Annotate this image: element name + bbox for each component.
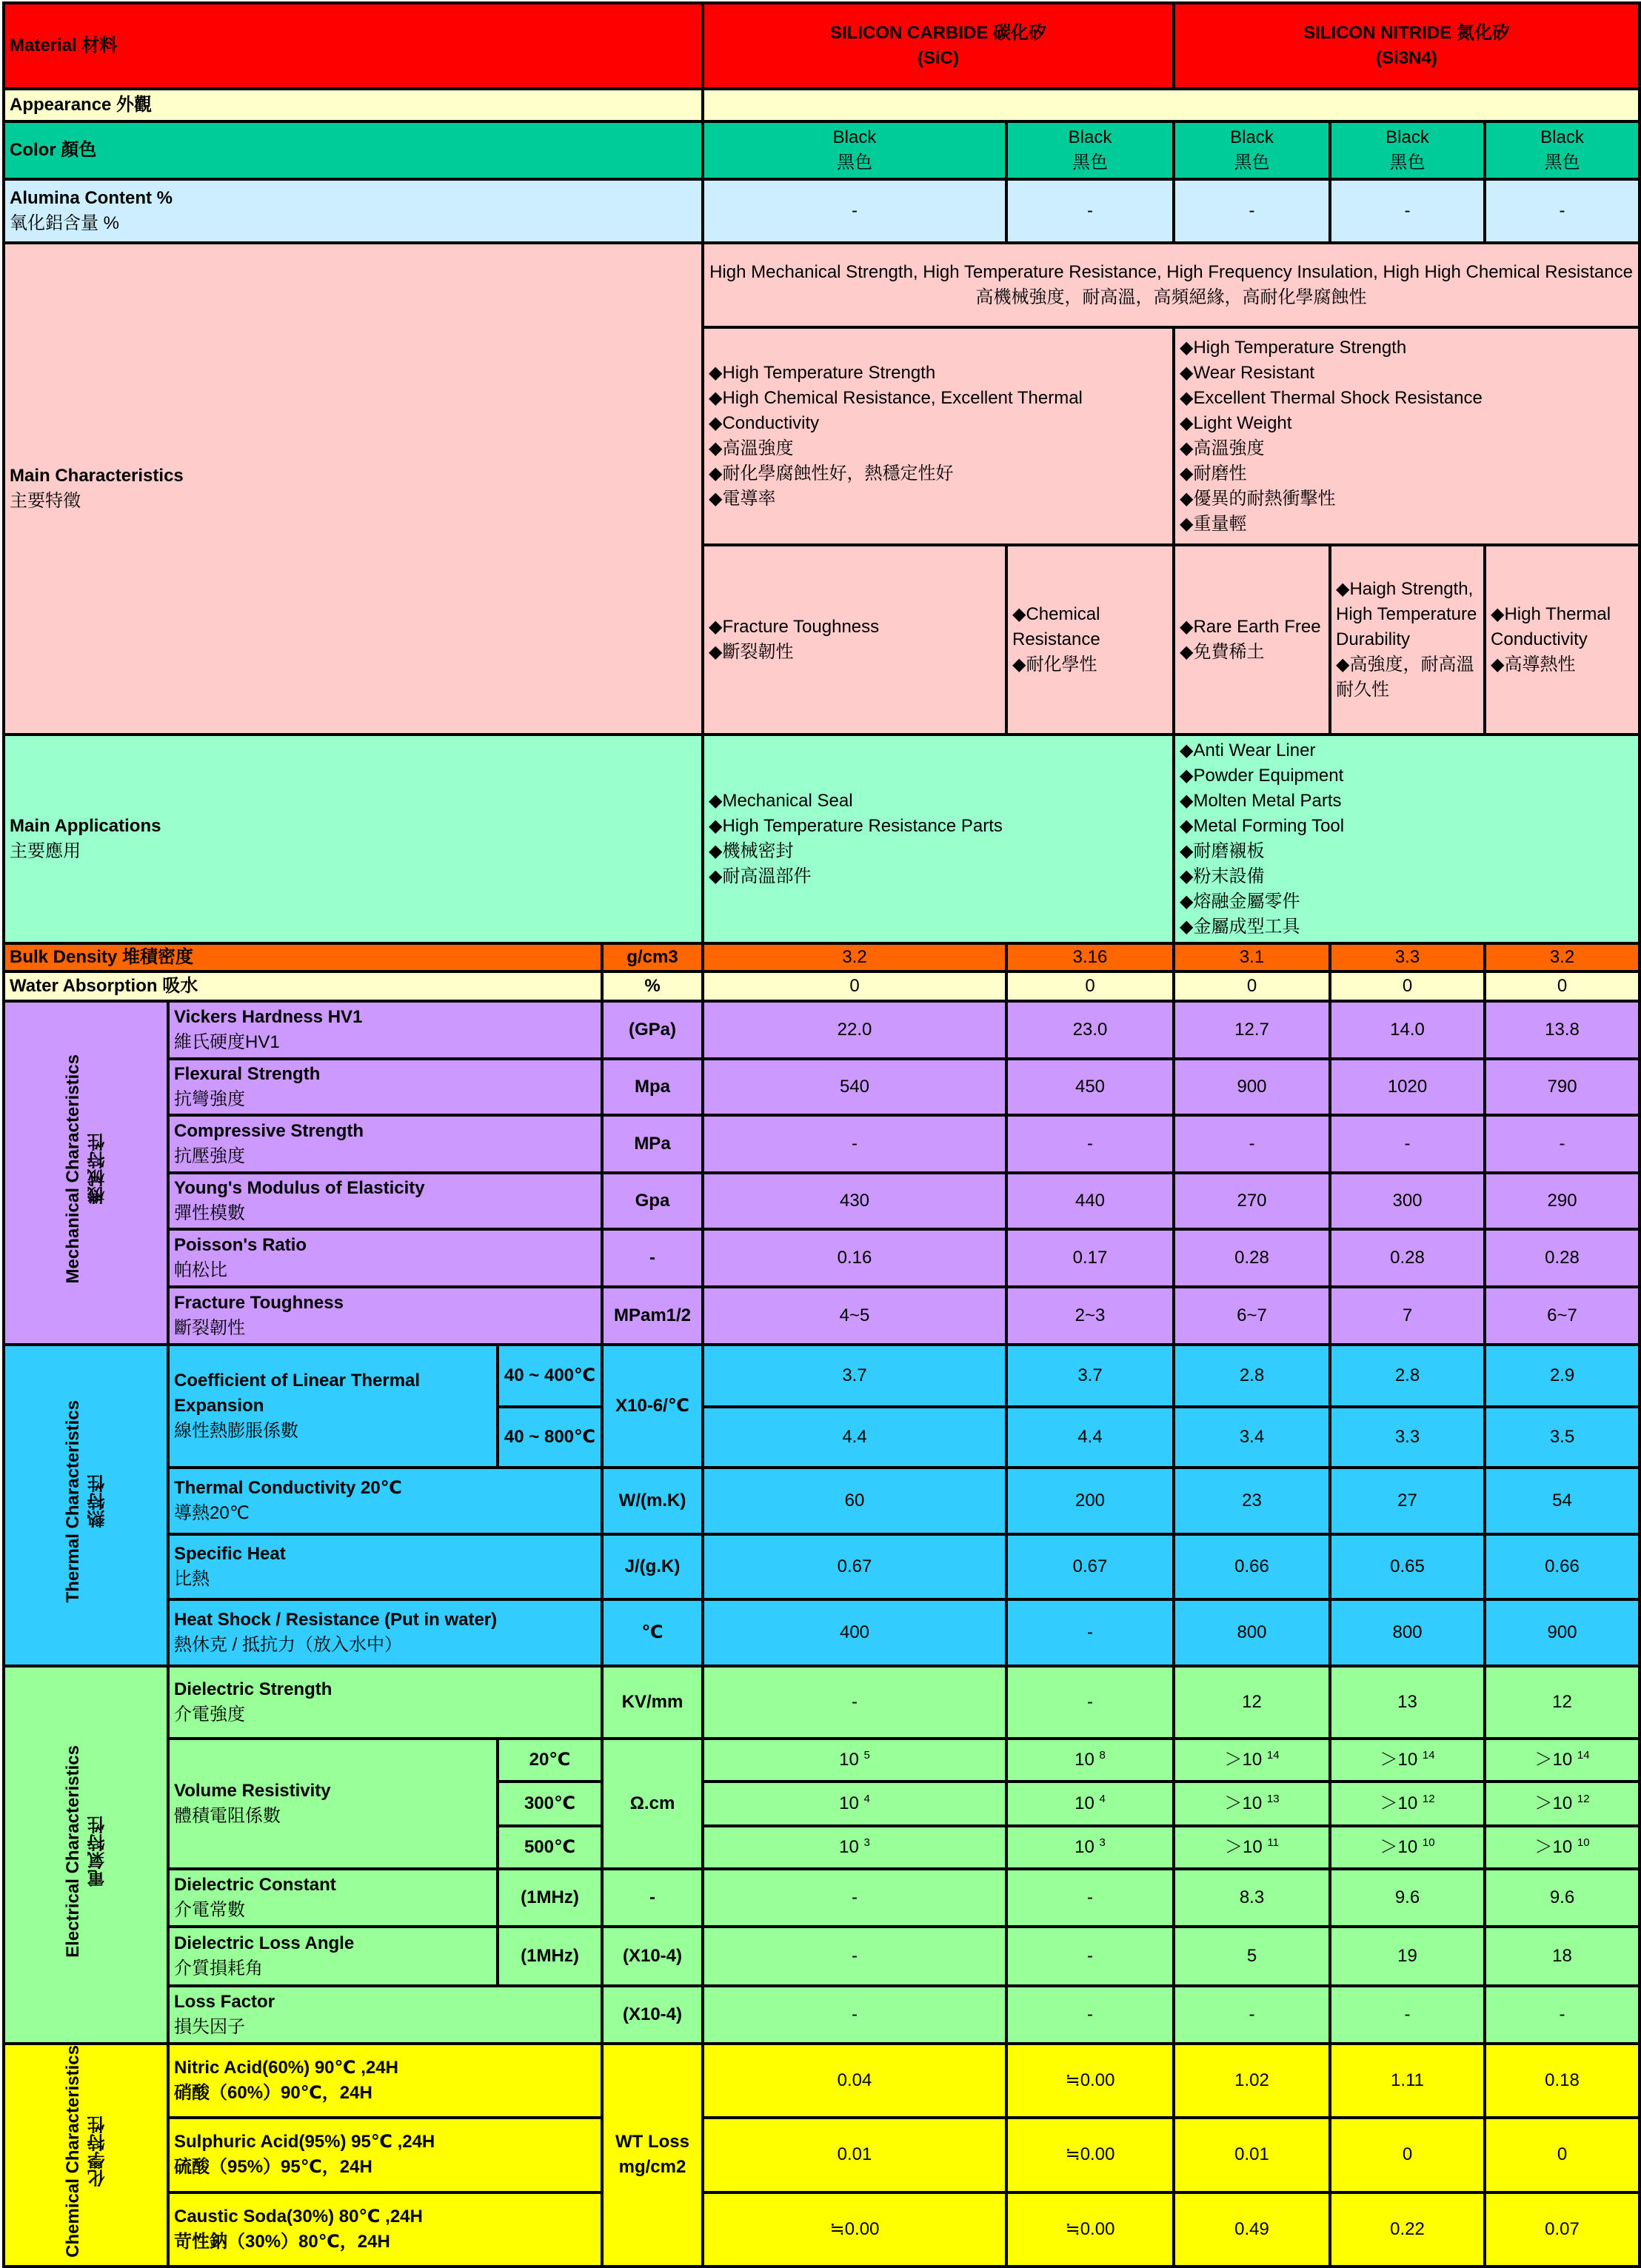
thermal-unit: J/(g.K) <box>602 1534 703 1599</box>
chemical-group-label: Chemical Characteristics 化學特性 <box>4 2044 168 2267</box>
resistivity-value: 10 $^3$ <box>1006 1826 1174 1869</box>
volume-resistivity-label: Volume Resistivity 體積電阻係數 <box>168 1739 498 1869</box>
thermal-value: 0.67 <box>703 1534 1006 1599</box>
water-absorption-label: Water Absorption 吸水 <box>4 971 602 1001</box>
thermal-value: 2.8 <box>1174 1345 1330 1407</box>
sin-applications-list: ◆Anti Wear Liner ◆Powder Equipment ◆Molten Metal Parts ◆Metal Forming Tool ◆耐磨襯板 ◆粉末設備 ◆熔融金屬零件 ◆金屬成型工具 <box>1174 735 1640 943</box>
main-characteristics-row <box>4 243 1640 327</box>
thermal-value: 3.5 <box>1485 1407 1640 1468</box>
thermal-value: 0.66 <box>1485 1534 1640 1599</box>
water-absorption-value: 0 <box>1330 971 1485 1001</box>
resistivity-value: ＞10 $^{11}$ <box>1174 1826 1330 1869</box>
mech-value: 1020 <box>1330 1059 1485 1115</box>
chemical-value: 1.11 <box>1330 2044 1485 2118</box>
mech-value: 440 <box>1006 1173 1174 1229</box>
resistivity-temp: 500℃ <box>498 1826 602 1869</box>
bulk-density-value: 3.16 <box>1006 943 1174 971</box>
thermal-unit: ℃ <box>602 1599 703 1666</box>
sic-applications-list: ◆Mechanical Seal ◆High Temperature Resistance Parts ◆機械密封 ◆耐高溫部件 <box>703 735 1174 943</box>
thermal-property-label: Specific Heat 比熱 <box>168 1534 602 1599</box>
thermal-row <box>4 1599 1640 1666</box>
thermal-value: 200 <box>1006 1468 1174 1534</box>
grade-characteristic: ◆Rare Earth Free ◆免費稀土 <box>1174 545 1330 735</box>
electrical-condition: (1MHz) <box>498 1927 602 1986</box>
thermal-value: 800 <box>1330 1599 1485 1666</box>
resistivity-value: ＞10 $^{12}$ <box>1330 1782 1485 1826</box>
mech-value: 900 <box>1174 1059 1330 1115</box>
color-value: Black 黑色 <box>1006 121 1174 179</box>
chemical-value: ≒0.00 <box>1006 2118 1174 2192</box>
resistivity-unit: Ω.cm <box>602 1739 703 1869</box>
main-characteristics-label: Main Characteristics 主要特徵 <box>4 243 703 735</box>
mech-property-label: Poisson's Ratio 帕松比 <box>168 1229 602 1287</box>
thermal-row <box>4 1345 1640 1407</box>
chemical-value: 0 <box>1330 2118 1485 2192</box>
mech-value: 0.28 <box>1330 1229 1485 1287</box>
resistivity-value: ＞10 $^{12}$ <box>1485 1782 1640 1826</box>
electrical-group-label: Electrical Characteristics 電氣特性 <box>4 1666 168 2044</box>
resistivity-value: ＞10 $^{10}$ <box>1330 1826 1485 1869</box>
alumina-label: Alumina Content % 氧化鋁含量 % <box>4 179 703 243</box>
grade-characteristic: ◆High Thermal Conductivity ◆高導熱性 <box>1485 545 1640 735</box>
electrical-row <box>4 1986 1640 2044</box>
mech-value: 450 <box>1006 1059 1174 1115</box>
water-absorption-value: 0 <box>1006 971 1174 1001</box>
chemical-value: 0.18 <box>1485 2044 1640 2118</box>
water-absorption-row <box>4 971 1640 1001</box>
thermal-value: 3.7 <box>1006 1345 1174 1407</box>
electrical-unit: KV/mm <box>602 1666 703 1739</box>
cte-unit: X10-6/℃ <box>602 1345 703 1468</box>
chemical-row <box>4 2044 1640 2118</box>
thermal-value: 27 <box>1330 1468 1485 1534</box>
mech-value: 0.28 <box>1485 1229 1640 1287</box>
thermal-value: 0.66 <box>1174 1534 1330 1599</box>
thermal-value: 54 <box>1485 1468 1640 1534</box>
thermal-group-label: Thermal Characteristics 熱特性 <box>4 1345 168 1666</box>
cte-range: 40 ~ 400℃ <box>498 1345 602 1407</box>
resistivity-value: ＞10 $^{13}$ <box>1174 1782 1330 1826</box>
thermal-value: 4.4 <box>1006 1407 1174 1468</box>
electrical-value: 9.6 <box>1330 1869 1485 1927</box>
mech-value: 300 <box>1330 1173 1485 1229</box>
electrical-row <box>4 1666 1640 1739</box>
mech-value: - <box>703 1115 1006 1173</box>
chemical-row <box>4 2192 1640 2267</box>
thermal-value: 23 <box>1174 1468 1330 1534</box>
mech-row <box>4 1059 1640 1115</box>
chemical-property-label: Sulphuric Acid(95%) 95℃ ,24H 硫酸（95%）95℃，24H <box>168 2118 602 2192</box>
resistivity-value: 10 $^4$ <box>1006 1782 1174 1826</box>
mech-value: 540 <box>703 1059 1006 1115</box>
resistivity-value: 10 $^5$ <box>703 1739 1006 1782</box>
resistivity-value: ＞10 $^{14}$ <box>1330 1739 1485 1782</box>
thermal-value: 2.8 <box>1330 1345 1485 1407</box>
mech-row <box>4 1173 1640 1229</box>
water-absorption-value: 0 <box>703 971 1006 1001</box>
alumina-value: - <box>1006 179 1174 243</box>
mech-value: 290 <box>1485 1173 1640 1229</box>
water-absorption-unit: % <box>602 971 703 1001</box>
material-spec-table <box>2 1 1641 2268</box>
mech-value: 0.28 <box>1174 1229 1330 1287</box>
electrical-value: 12 <box>1485 1666 1640 1739</box>
mech-value: 14.0 <box>1330 1001 1485 1059</box>
thermal-value: 3.7 <box>703 1345 1006 1407</box>
bulk-density-label: Bulk Density 堆積密度 <box>4 943 602 971</box>
main-characteristics-general: High Mechanical Strength, High Temperature Resistance, High Frequency Insulation, High High Chemical Resistance 高機械強度，耐高溫，高頻絕緣，高耐化學腐蝕性 <box>703 243 1640 327</box>
mech-row <box>4 1001 1640 1059</box>
electrical-value: - <box>1330 1986 1485 2044</box>
electrical-value: 9.6 <box>1485 1869 1640 1927</box>
material-header: Material 材料 <box>4 3 703 89</box>
resistivity-value: 10 $^3$ <box>703 1826 1006 1869</box>
thermal-value: 900 <box>1485 1599 1640 1666</box>
alumina-value: - <box>1330 179 1485 243</box>
bulk-density-value: 3.2 <box>1485 943 1640 971</box>
mech-row <box>4 1229 1640 1287</box>
mech-value: 0.17 <box>1006 1229 1174 1287</box>
sic-characteristics-list: ◆High Temperature Strength ◆High Chemical Resistance, Excellent Thermal ◆Conductivity ◆高溫強度 ◆耐化學腐蝕性好，熱穩定性好 ◆電導率 <box>703 327 1174 545</box>
electrical-value: - <box>703 1927 1006 1986</box>
chemical-value: 0.04 <box>703 2044 1006 2118</box>
mech-unit: MPam1/2 <box>602 1287 703 1345</box>
electrical-property-label: Dielectric Strength 介電強度 <box>168 1666 602 1739</box>
bulk-density-row <box>4 943 1640 971</box>
electrical-value: 8.3 <box>1174 1869 1330 1927</box>
mech-value: - <box>1330 1115 1485 1173</box>
mech-unit: (GPa) <box>602 1001 703 1059</box>
electrical-value: - <box>703 1666 1006 1739</box>
water-absorption-value: 0 <box>1174 971 1330 1001</box>
color-value: Black 黑色 <box>1330 121 1485 179</box>
electrical-unit: (X10-4) <box>602 1927 703 1986</box>
mech-property-label: Young's Modulus of Elasticity 彈性模數 <box>168 1173 602 1229</box>
resistivity-temp: 300℃ <box>498 1782 602 1826</box>
grade-characteristic: ◆Haigh Strength, High Temperature Durability ◆高強度，耐高溫耐久性 <box>1330 545 1485 735</box>
color-label: Color 顏色 <box>4 121 703 179</box>
thermal-value: 3.3 <box>1330 1407 1485 1468</box>
chemical-value: ≒0.00 <box>703 2192 1006 2267</box>
resistivity-value: ＞10 $^{14}$ <box>1174 1739 1330 1782</box>
resistivity-temp: 20℃ <box>498 1739 602 1782</box>
chemical-value: 1.02 <box>1174 2044 1330 2118</box>
main-applications-row <box>4 735 1640 943</box>
mech-value: 22.0 <box>703 1001 1006 1059</box>
color-row <box>4 121 1640 179</box>
chemical-unit: WT Loss mg/cm2 <box>602 2044 703 2267</box>
mech-property-label: Fracture Toughness 斷裂韌性 <box>168 1287 602 1345</box>
chemical-value: ≒0.00 <box>1006 2192 1174 2267</box>
thermal-value: 800 <box>1174 1599 1330 1666</box>
alumina-value: - <box>1174 179 1330 243</box>
mech-unit: Gpa <box>602 1173 703 1229</box>
electrical-value: 5 <box>1174 1927 1330 1986</box>
sic-abbr: (SiC) <box>918 48 959 68</box>
sin-abbr: (Si3N4) <box>1376 48 1437 68</box>
thermal-property-label: Heat Shock / Resistance (Put in water) 熱休克 / 抵抗力（放入水中） <box>168 1599 602 1666</box>
mech-unit: MPa <box>602 1115 703 1173</box>
resistivity-value: ＞10 $^{14}$ <box>1485 1739 1640 1782</box>
thermal-value: - <box>1006 1599 1174 1666</box>
chemical-value: 0.01 <box>1174 2118 1330 2192</box>
electrical-value: - <box>1174 1986 1330 2044</box>
header-row <box>4 3 1640 89</box>
chemical-row <box>4 2118 1640 2192</box>
electrical-property-label: Loss Factor 損失因子 <box>168 1986 602 2044</box>
bulk-density-value: 3.2 <box>703 943 1006 971</box>
chemical-value: 0.49 <box>1174 2192 1330 2267</box>
electrical-property-label: Dielectric Loss Angle 介質損耗角 <box>168 1927 498 1986</box>
thermal-row <box>4 1468 1640 1534</box>
water-absorption-value: 0 <box>1485 971 1640 1001</box>
electrical-value: 13 <box>1330 1666 1485 1739</box>
bulk-density-value: 3.1 <box>1174 943 1330 971</box>
mech-value: 270 <box>1174 1173 1330 1229</box>
mech-value: 12.7 <box>1174 1001 1330 1059</box>
mech-property-label: Flexural Strength 抗彎強度 <box>168 1059 602 1115</box>
resistivity-value: 10 $^8$ <box>1006 1739 1174 1782</box>
sin-characteristics-list: ◆High Temperature Strength ◆Wear Resistant ◆Excellent Thermal Shock Resistance ◆Light Weight ◆高溫強度 ◆耐磨性 ◆優異的耐熱衝擊性 ◆重量輕 <box>1174 327 1640 545</box>
appearance-row <box>4 89 1640 121</box>
electrical-value: - <box>703 1869 1006 1927</box>
mech-value: 6~7 <box>1485 1287 1640 1345</box>
electrical-value: - <box>1006 1986 1174 2044</box>
bulk-density-value: 3.3 <box>1330 943 1485 971</box>
mech-row <box>4 1115 1640 1173</box>
mech-value: 430 <box>703 1173 1006 1229</box>
electrical-value: 12 <box>1174 1666 1330 1739</box>
alumina-value: - <box>703 179 1006 243</box>
thermal-value: 0.65 <box>1330 1534 1485 1599</box>
thermal-value: 400 <box>703 1599 1006 1666</box>
appearance-value <box>703 89 1640 121</box>
electrical-unit: - <box>602 1869 703 1927</box>
grade-characteristic: ◆Fracture Toughness ◆斷裂韌性 <box>703 545 1006 735</box>
chemical-value: 0.22 <box>1330 2192 1485 2267</box>
appearance-label: Appearance 外觀 <box>4 89 703 121</box>
electrical-row <box>4 1869 1640 1927</box>
electrical-value: 19 <box>1330 1927 1485 1986</box>
sin-name: SILICON NITRIDE 氮化矽 <box>1303 23 1510 43</box>
color-value: Black 黑色 <box>1174 121 1330 179</box>
thermal-value: 2.9 <box>1485 1345 1640 1407</box>
mech-value: 2~3 <box>1006 1287 1174 1345</box>
chemical-property-label: Nitric Acid(60%) 90℃ ,24H 硝酸（60%）90℃，24H <box>168 2044 602 2118</box>
cte-range: 40 ~ 800℃ <box>498 1407 602 1468</box>
thermal-value: 4.4 <box>703 1407 1006 1468</box>
electrical-value: - <box>1006 1869 1174 1927</box>
electrical-value: - <box>703 1986 1006 2044</box>
mech-property-label: Compressive Strength 抗壓強度 <box>168 1115 602 1173</box>
chemical-value: 0 <box>1485 2118 1640 2192</box>
mech-value: 23.0 <box>1006 1001 1174 1059</box>
color-value: Black 黑色 <box>703 121 1006 179</box>
sic-header <box>703 3 1174 89</box>
chemical-value: 0.01 <box>703 2118 1006 2192</box>
chemical-value: 0.07 <box>1485 2192 1640 2267</box>
thermal-value: 0.67 <box>1006 1534 1174 1599</box>
main-applications-label: Main Applications 主要應用 <box>4 735 703 943</box>
electrical-value: 18 <box>1485 1927 1640 1986</box>
mech-value: 7 <box>1330 1287 1485 1345</box>
alumina-row <box>4 179 1640 243</box>
thermal-row <box>4 1534 1640 1599</box>
electrical-condition: (1MHz) <box>498 1869 602 1927</box>
mech-row <box>4 1287 1640 1345</box>
thermal-unit: W/(m.K) <box>602 1468 703 1534</box>
mech-unit: Mpa <box>602 1059 703 1115</box>
mech-value: 13.8 <box>1485 1001 1640 1059</box>
mech-value: 790 <box>1485 1059 1640 1115</box>
mech-property-label: Vickers Hardness HV1 維氏硬度HV1 <box>168 1001 602 1059</box>
thermal-value: 3.4 <box>1174 1407 1330 1468</box>
mech-value: 4~5 <box>703 1287 1006 1345</box>
mechanical-group-label: Mechanical Characteristics 機械特性 <box>4 1001 168 1345</box>
mech-value: - <box>1485 1115 1640 1173</box>
thermal-property-label: Thermal Conductivity 20℃ 導熱20℃ <box>168 1468 602 1534</box>
mech-value: 6~7 <box>1174 1287 1330 1345</box>
chemical-value: ≒0.00 <box>1006 2044 1174 2118</box>
resistivity-value: 10 $^4$ <box>703 1782 1006 1826</box>
resistivity-value: ＞10 $^{10}$ <box>1485 1826 1640 1869</box>
bulk-density-unit: g/cm3 <box>602 943 703 971</box>
sin-header <box>1174 3 1640 89</box>
sic-name: SILICON CARBIDE 碳化矽 <box>830 23 1047 43</box>
chemical-property-label: Caustic Soda(30%) 80℃ ,24H 苛性鈉（30%）80℃，24H <box>168 2192 602 2267</box>
electrical-value: - <box>1006 1927 1174 1986</box>
cte-label: Coefficient of Linear Thermal Expansion 線性熱膨脹係數 <box>168 1345 498 1468</box>
electrical-row <box>4 1739 1640 1782</box>
grade-characteristic: ◆Chemical Resistance ◆耐化學性 <box>1006 545 1174 735</box>
electrical-value: - <box>1485 1986 1640 2044</box>
mech-value: - <box>1174 1115 1330 1173</box>
electrical-row <box>4 1927 1640 1986</box>
alumina-value: - <box>1485 179 1640 243</box>
electrical-unit: (X10-4) <box>602 1986 703 2044</box>
electrical-value: - <box>1006 1666 1174 1739</box>
mech-value: 0.16 <box>703 1229 1006 1287</box>
thermal-value: 60 <box>703 1468 1006 1534</box>
mech-value: - <box>1006 1115 1174 1173</box>
color-value: Black 黑色 <box>1485 121 1640 179</box>
electrical-property-label: Dielectric Constant 介電常數 <box>168 1869 498 1927</box>
mech-unit: - <box>602 1229 703 1287</box>
